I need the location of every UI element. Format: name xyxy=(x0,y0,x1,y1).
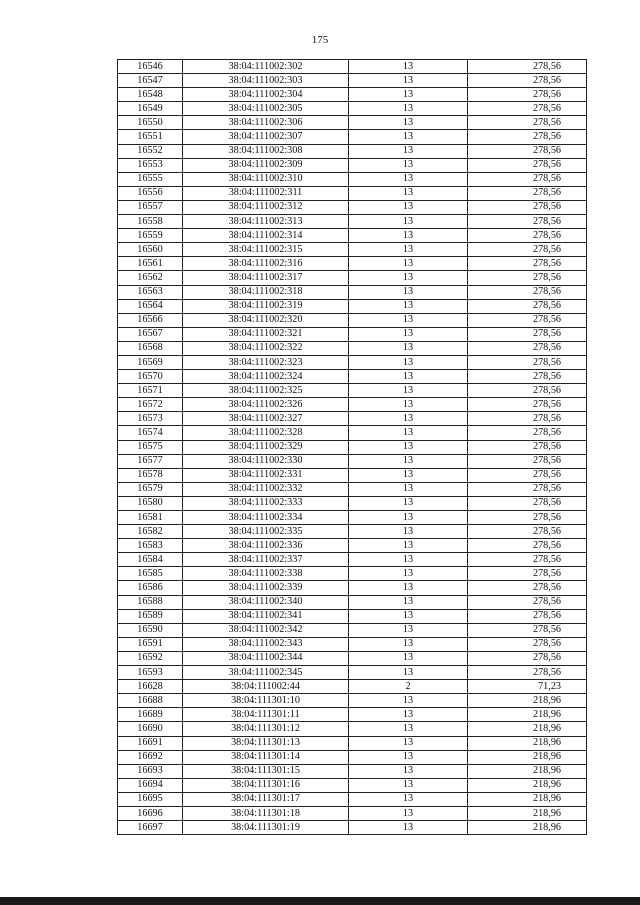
area-cell: 278,56 xyxy=(468,88,587,102)
count-cell: 13 xyxy=(349,426,468,440)
table-row xyxy=(118,186,587,200)
area-cell: 278,56 xyxy=(468,370,587,384)
record-number-cell: 16555 xyxy=(118,172,183,186)
record-number-cell: 16553 xyxy=(118,158,183,172)
cadastral-number-cell: 38:04:111002:306 xyxy=(183,116,349,130)
table-row xyxy=(118,412,587,426)
table-row xyxy=(118,666,587,680)
cadastral-number-cell: 38:04:111002:325 xyxy=(183,384,349,398)
table-row xyxy=(118,623,587,637)
area-cell: 278,56 xyxy=(468,525,587,539)
count-cell: 13 xyxy=(349,637,468,651)
cadastral-number-cell: 38:04:111002:315 xyxy=(183,243,349,257)
cadastral-number-cell: 38:04:111002:343 xyxy=(183,637,349,651)
table-row xyxy=(118,398,587,412)
record-number-cell: 16696 xyxy=(118,806,183,820)
count-cell: 13 xyxy=(349,172,468,186)
record-number-cell: 16556 xyxy=(118,186,183,200)
cadastral-number-cell: 38:04:111002:336 xyxy=(183,539,349,553)
cadastral-number-cell: 38:04:111002:329 xyxy=(183,440,349,454)
record-number-cell: 16564 xyxy=(118,299,183,313)
cadastral-number-cell: 38:04:111002:323 xyxy=(183,355,349,369)
count-cell: 13 xyxy=(349,722,468,736)
count-cell: 13 xyxy=(349,806,468,820)
count-cell: 13 xyxy=(349,651,468,665)
table-row xyxy=(118,778,587,792)
record-number-cell: 16571 xyxy=(118,384,183,398)
count-cell: 13 xyxy=(349,313,468,327)
cadastral-number-cell: 38:04:111002:314 xyxy=(183,229,349,243)
count-cell: 13 xyxy=(349,116,468,130)
table-row xyxy=(118,581,587,595)
area-cell: 278,56 xyxy=(468,553,587,567)
area-cell: 278,56 xyxy=(468,482,587,496)
record-number-cell: 16581 xyxy=(118,511,183,525)
cadastral-number-cell: 38:04:111002:313 xyxy=(183,215,349,229)
record-number-cell: 16688 xyxy=(118,694,183,708)
count-cell: 13 xyxy=(349,299,468,313)
table-row xyxy=(118,355,587,369)
count-cell: 13 xyxy=(349,482,468,496)
record-number-cell: 16591 xyxy=(118,637,183,651)
count-cell: 13 xyxy=(349,792,468,806)
cadastral-number-cell: 38:04:111002:334 xyxy=(183,511,349,525)
table-row xyxy=(118,200,587,214)
area-cell: 278,56 xyxy=(468,327,587,341)
cadastral-number-cell: 38:04:111002:335 xyxy=(183,525,349,539)
count-cell: 13 xyxy=(349,243,468,257)
count-cell: 13 xyxy=(349,144,468,158)
area-cell: 278,56 xyxy=(468,595,587,609)
count-cell: 13 xyxy=(349,595,468,609)
area-cell: 278,56 xyxy=(468,229,587,243)
cadastral-number-cell: 38:04:111301:15 xyxy=(183,764,349,778)
cadastral-number-cell: 38:04:111002:312 xyxy=(183,200,349,214)
cadastral-number-cell: 38:04:111002:331 xyxy=(183,468,349,482)
area-cell: 218,96 xyxy=(468,708,587,722)
record-number-cell: 16589 xyxy=(118,609,183,623)
record-number-cell: 16563 xyxy=(118,285,183,299)
area-cell: 218,96 xyxy=(468,792,587,806)
area-cell: 218,96 xyxy=(468,694,587,708)
record-number-cell: 16572 xyxy=(118,398,183,412)
table-row xyxy=(118,694,587,708)
record-number-cell: 16577 xyxy=(118,454,183,468)
table-row xyxy=(118,750,587,764)
cadastral-number-cell: 38:04:111002:305 xyxy=(183,102,349,116)
area-cell: 278,56 xyxy=(468,666,587,680)
table-row xyxy=(118,736,587,750)
area-cell: 278,56 xyxy=(468,623,587,637)
record-number-cell: 16693 xyxy=(118,764,183,778)
record-number-cell: 16586 xyxy=(118,581,183,595)
table-row xyxy=(118,285,587,299)
scan-bottom-edge xyxy=(0,897,640,905)
area-cell: 278,56 xyxy=(468,116,587,130)
table-row xyxy=(118,102,587,116)
count-cell: 13 xyxy=(349,130,468,144)
count-cell: 13 xyxy=(349,764,468,778)
record-number-cell: 16574 xyxy=(118,426,183,440)
area-cell: 278,56 xyxy=(468,384,587,398)
table-row xyxy=(118,482,587,496)
cadastral-number-cell: 38:04:111301:14 xyxy=(183,750,349,764)
cadastral-number-cell: 38:04:111301:11 xyxy=(183,708,349,722)
cadastral-number-cell: 38:04:111002:321 xyxy=(183,327,349,341)
table-row xyxy=(118,271,587,285)
record-number-cell: 16593 xyxy=(118,666,183,680)
record-number-cell: 16575 xyxy=(118,440,183,454)
record-number-cell: 16568 xyxy=(118,341,183,355)
area-cell: 218,96 xyxy=(468,736,587,750)
cadastral-number-cell: 38:04:111002:322 xyxy=(183,341,349,355)
land-registry-table xyxy=(117,59,587,835)
registry-table-body xyxy=(118,60,587,835)
table-row xyxy=(118,130,587,144)
page-number: 175 xyxy=(311,34,329,46)
cadastral-number-cell: 38:04:111002:309 xyxy=(183,158,349,172)
table-row xyxy=(118,370,587,384)
area-cell: 278,56 xyxy=(468,130,587,144)
cadastral-number-cell: 38:04:111002:304 xyxy=(183,88,349,102)
record-number-cell: 16551 xyxy=(118,130,183,144)
cadastral-number-cell: 38:04:111002:318 xyxy=(183,285,349,299)
table-row xyxy=(118,722,587,736)
count-cell: 13 xyxy=(349,567,468,581)
area-cell: 218,96 xyxy=(468,750,587,764)
table-row xyxy=(118,764,587,778)
cadastral-number-cell: 38:04:111301:19 xyxy=(183,821,349,835)
record-number-cell: 16585 xyxy=(118,567,183,581)
count-cell: 13 xyxy=(349,468,468,482)
area-cell: 218,96 xyxy=(468,806,587,820)
area-cell: 278,56 xyxy=(468,609,587,623)
area-cell: 218,96 xyxy=(468,821,587,835)
record-number-cell: 16549 xyxy=(118,102,183,116)
count-cell: 13 xyxy=(349,412,468,426)
area-cell: 278,56 xyxy=(468,539,587,553)
area-cell: 278,56 xyxy=(468,398,587,412)
area-cell: 218,96 xyxy=(468,722,587,736)
count-cell: 13 xyxy=(349,186,468,200)
record-number-cell: 16592 xyxy=(118,651,183,665)
cadastral-number-cell: 38:04:111002:302 xyxy=(183,60,349,74)
record-number-cell: 16628 xyxy=(118,680,183,694)
cadastral-number-cell: 38:04:111002:342 xyxy=(183,623,349,637)
cadastral-number-cell: 38:04:111301:13 xyxy=(183,736,349,750)
area-cell: 278,56 xyxy=(468,74,587,88)
table-row xyxy=(118,821,587,835)
record-number-cell: 16546 xyxy=(118,60,183,74)
area-cell: 218,96 xyxy=(468,764,587,778)
record-number-cell: 16579 xyxy=(118,482,183,496)
table-row xyxy=(118,609,587,623)
count-cell: 13 xyxy=(349,736,468,750)
table-row xyxy=(118,511,587,525)
record-number-cell: 16584 xyxy=(118,553,183,567)
count-cell: 13 xyxy=(349,750,468,764)
area-cell: 278,56 xyxy=(468,468,587,482)
area-cell: 278,56 xyxy=(468,496,587,510)
table-row xyxy=(118,116,587,130)
record-number-cell: 16580 xyxy=(118,496,183,510)
table-row xyxy=(118,144,587,158)
area-cell: 278,56 xyxy=(468,651,587,665)
table-row xyxy=(118,229,587,243)
count-cell: 13 xyxy=(349,285,468,299)
table-row xyxy=(118,708,587,722)
record-number-cell: 16548 xyxy=(118,88,183,102)
table-row xyxy=(118,806,587,820)
cadastral-number-cell: 38:04:111002:303 xyxy=(183,74,349,88)
table-row xyxy=(118,651,587,665)
table-row xyxy=(118,792,587,806)
cadastral-number-cell: 38:04:111002:340 xyxy=(183,595,349,609)
count-cell: 13 xyxy=(349,398,468,412)
count-cell: 13 xyxy=(349,496,468,510)
cadastral-number-cell: 38:04:111002:44 xyxy=(183,680,349,694)
record-number-cell: 16578 xyxy=(118,468,183,482)
cadastral-number-cell: 38:04:111002:326 xyxy=(183,398,349,412)
record-number-cell: 16588 xyxy=(118,595,183,609)
area-cell: 278,56 xyxy=(468,313,587,327)
table-row xyxy=(118,60,587,74)
cadastral-number-cell: 38:04:111002:316 xyxy=(183,257,349,271)
area-cell: 278,56 xyxy=(468,426,587,440)
cadastral-number-cell: 38:04:111002:310 xyxy=(183,172,349,186)
area-cell: 278,56 xyxy=(468,172,587,186)
record-number-cell: 16566 xyxy=(118,313,183,327)
cadastral-number-cell: 38:04:111002:317 xyxy=(183,271,349,285)
cadastral-number-cell: 38:04:111301:12 xyxy=(183,722,349,736)
count-cell: 13 xyxy=(349,60,468,74)
table-row xyxy=(118,313,587,327)
count-cell: 13 xyxy=(349,553,468,567)
count-cell: 13 xyxy=(349,341,468,355)
cadastral-number-cell: 38:04:111301:10 xyxy=(183,694,349,708)
area-cell: 278,56 xyxy=(468,186,587,200)
table-row xyxy=(118,341,587,355)
record-number-cell: 16567 xyxy=(118,327,183,341)
count-cell: 13 xyxy=(349,539,468,553)
count-cell: 13 xyxy=(349,158,468,172)
table-row xyxy=(118,384,587,398)
cadastral-number-cell: 38:04:111002:339 xyxy=(183,581,349,595)
area-cell: 278,56 xyxy=(468,355,587,369)
cadastral-number-cell: 38:04:111002:327 xyxy=(183,412,349,426)
table-row xyxy=(118,88,587,102)
count-cell: 13 xyxy=(349,271,468,285)
area-cell: 278,56 xyxy=(468,144,587,158)
area-cell: 278,56 xyxy=(468,567,587,581)
count-cell: 13 xyxy=(349,200,468,214)
area-cell: 278,56 xyxy=(468,200,587,214)
cadastral-number-cell: 38:04:111002:333 xyxy=(183,496,349,510)
record-number-cell: 16690 xyxy=(118,722,183,736)
count-cell: 13 xyxy=(349,511,468,525)
count-cell: 13 xyxy=(349,384,468,398)
table-row xyxy=(118,158,587,172)
cadastral-number-cell: 38:04:111002:328 xyxy=(183,426,349,440)
cadastral-number-cell: 38:04:111002:337 xyxy=(183,553,349,567)
table-row xyxy=(118,595,587,609)
cadastral-number-cell: 38:04:111301:18 xyxy=(183,806,349,820)
table-row xyxy=(118,74,587,88)
table-row xyxy=(118,525,587,539)
cadastral-number-cell: 38:04:111002:332 xyxy=(183,482,349,496)
table-row xyxy=(118,454,587,468)
table-row xyxy=(118,680,587,694)
area-cell: 218,96 xyxy=(468,778,587,792)
table-row xyxy=(118,553,587,567)
table-row xyxy=(118,215,587,229)
area-cell: 278,56 xyxy=(468,511,587,525)
count-cell: 13 xyxy=(349,666,468,680)
area-cell: 278,56 xyxy=(468,285,587,299)
record-number-cell: 16692 xyxy=(118,750,183,764)
count-cell: 13 xyxy=(349,229,468,243)
area-cell: 278,56 xyxy=(468,60,587,74)
record-number-cell: 16561 xyxy=(118,257,183,271)
table-row xyxy=(118,327,587,341)
count-cell: 13 xyxy=(349,581,468,595)
record-number-cell: 16570 xyxy=(118,370,183,384)
cadastral-number-cell: 38:04:111002:308 xyxy=(183,144,349,158)
cadastral-number-cell: 38:04:111301:17 xyxy=(183,792,349,806)
count-cell: 13 xyxy=(349,440,468,454)
area-cell: 278,56 xyxy=(468,271,587,285)
count-cell: 13 xyxy=(349,821,468,835)
record-number-cell: 16560 xyxy=(118,243,183,257)
record-number-cell: 16573 xyxy=(118,412,183,426)
count-cell: 13 xyxy=(349,778,468,792)
count-cell: 13 xyxy=(349,525,468,539)
count-cell: 13 xyxy=(349,88,468,102)
count-cell: 13 xyxy=(349,694,468,708)
record-number-cell: 16582 xyxy=(118,525,183,539)
record-number-cell: 16552 xyxy=(118,144,183,158)
table-row xyxy=(118,440,587,454)
cadastral-number-cell: 38:04:111002:324 xyxy=(183,370,349,384)
count-cell: 13 xyxy=(349,355,468,369)
record-number-cell: 16547 xyxy=(118,74,183,88)
count-cell: 13 xyxy=(349,327,468,341)
cadastral-number-cell: 38:04:111002:319 xyxy=(183,299,349,313)
table-row xyxy=(118,172,587,186)
count-cell: 13 xyxy=(349,370,468,384)
table-row xyxy=(118,468,587,482)
area-cell: 71,23 xyxy=(468,680,587,694)
record-number-cell: 16583 xyxy=(118,539,183,553)
count-cell: 13 xyxy=(349,708,468,722)
count-cell: 13 xyxy=(349,74,468,88)
record-number-cell: 16689 xyxy=(118,708,183,722)
area-cell: 278,56 xyxy=(468,412,587,426)
area-cell: 278,56 xyxy=(468,581,587,595)
area-cell: 278,56 xyxy=(468,454,587,468)
count-cell: 2 xyxy=(349,680,468,694)
record-number-cell: 16562 xyxy=(118,271,183,285)
area-cell: 278,56 xyxy=(468,215,587,229)
record-number-cell: 16590 xyxy=(118,623,183,637)
area-cell: 278,56 xyxy=(468,341,587,355)
cadastral-number-cell: 38:04:111002:330 xyxy=(183,454,349,468)
record-number-cell: 16694 xyxy=(118,778,183,792)
record-number-cell: 16691 xyxy=(118,736,183,750)
table-row xyxy=(118,496,587,510)
area-cell: 278,56 xyxy=(468,257,587,271)
cadastral-number-cell: 38:04:111002:307 xyxy=(183,130,349,144)
count-cell: 13 xyxy=(349,454,468,468)
record-number-cell: 16569 xyxy=(118,355,183,369)
record-number-cell: 16697 xyxy=(118,821,183,835)
area-cell: 278,56 xyxy=(468,102,587,116)
table-row xyxy=(118,539,587,553)
table-row xyxy=(118,567,587,581)
area-cell: 278,56 xyxy=(468,158,587,172)
area-cell: 278,56 xyxy=(468,637,587,651)
cadastral-number-cell: 38:04:111002:341 xyxy=(183,609,349,623)
record-number-cell: 16550 xyxy=(118,116,183,130)
record-number-cell: 16695 xyxy=(118,792,183,806)
record-number-cell: 16558 xyxy=(118,215,183,229)
table-row xyxy=(118,426,587,440)
count-cell: 13 xyxy=(349,215,468,229)
cadastral-number-cell: 38:04:111301:16 xyxy=(183,778,349,792)
cadastral-number-cell: 38:04:111002:345 xyxy=(183,666,349,680)
table-row xyxy=(118,257,587,271)
table-row xyxy=(118,637,587,651)
count-cell: 13 xyxy=(349,609,468,623)
record-number-cell: 16557 xyxy=(118,200,183,214)
area-cell: 278,56 xyxy=(468,440,587,454)
count-cell: 13 xyxy=(349,257,468,271)
cadastral-number-cell: 38:04:111002:344 xyxy=(183,651,349,665)
count-cell: 13 xyxy=(349,102,468,116)
cadastral-number-cell: 38:04:111002:320 xyxy=(183,313,349,327)
area-cell: 278,56 xyxy=(468,243,587,257)
cadastral-number-cell: 38:04:111002:338 xyxy=(183,567,349,581)
cadastral-number-cell: 38:04:111002:311 xyxy=(183,186,349,200)
table-row xyxy=(118,299,587,313)
table-row xyxy=(118,243,587,257)
count-cell: 13 xyxy=(349,623,468,637)
record-number-cell: 16559 xyxy=(118,229,183,243)
area-cell: 278,56 xyxy=(468,299,587,313)
